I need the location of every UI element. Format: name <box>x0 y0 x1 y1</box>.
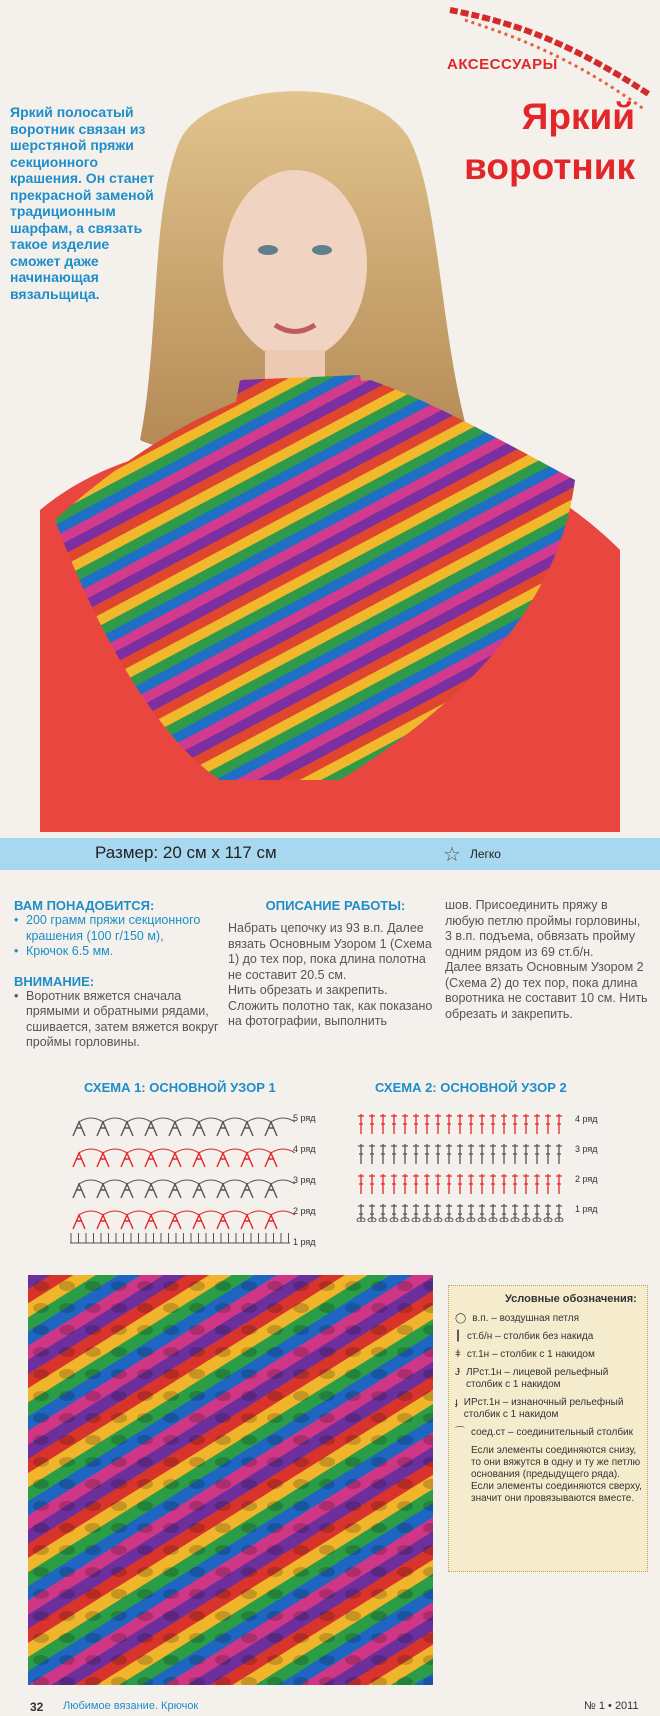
stitch-symbol <box>369 1114 375 1134</box>
stitch-symbol <box>402 1114 408 1134</box>
attention-heading: ВНИМАНИЕ: <box>14 973 95 989</box>
stitch-symbol <box>446 1204 452 1222</box>
stitch-symbol <box>391 1174 397 1194</box>
legend-item: Ɉ ЛРст.1н – лицевой рельефный столбик с 1 накидом <box>455 1367 609 1390</box>
stitch-symbol <box>512 1144 518 1164</box>
attention-list <box>14 989 224 1051</box>
materials-column <box>14 898 224 1051</box>
chain-arc <box>271 1180 295 1184</box>
legend-note: Если элементы соединяются снизу, то они вяжутся в одну и ту же петлю основания (предыдущего ряда). Если элементы соединяются сверху, значит они провязываются вместе. <box>471 1445 642 1504</box>
stitch-symbol <box>523 1174 529 1194</box>
stitch-symbol <box>501 1204 507 1222</box>
stitch-symbol <box>457 1204 463 1222</box>
stitch-symbol <box>545 1204 551 1222</box>
chain-arc <box>127 1180 151 1184</box>
stitch-symbol <box>193 1122 205 1136</box>
stitch-symbol <box>534 1114 540 1134</box>
stitch-symbol <box>556 1174 562 1194</box>
materials-list <box>14 913 224 960</box>
stitch-symbol <box>73 1215 85 1229</box>
description-p5: Далее вязать Основным Узором 2 (Схема 2) до тех пор, пока длина воротника не составит 10 см. Нить обрезать и закрепить. <box>445 960 648 1021</box>
scheme2-row-label: 4 ряд <box>575 1114 598 1124</box>
scheme1-row-label: 4 ряд <box>293 1144 316 1154</box>
chain-arc <box>223 1118 247 1122</box>
stitch-symbol <box>435 1204 441 1222</box>
chain-arc <box>223 1211 247 1215</box>
stitch-symbol <box>501 1144 507 1164</box>
stitch-symbol <box>217 1184 229 1198</box>
stitch-symbol <box>369 1174 375 1194</box>
chain-arc <box>175 1211 199 1215</box>
stitch-symbol <box>501 1174 507 1194</box>
stitch-symbol <box>121 1215 133 1229</box>
stitch-symbol <box>145 1184 157 1198</box>
stitch-symbol <box>73 1153 85 1167</box>
stitch-symbol <box>534 1204 540 1222</box>
title-line-1: Яркий <box>521 96 635 137</box>
scheme2-title: СХЕМА 2: ОСНОВНОЙ УЗОР 2 <box>375 1080 567 1095</box>
stitch-symbol <box>265 1184 277 1198</box>
stitch-symbol <box>380 1174 386 1194</box>
stitch-symbol <box>424 1204 430 1222</box>
chain-arc <box>103 1118 127 1122</box>
chain-arc <box>151 1211 175 1215</box>
chain-arc <box>223 1149 247 1153</box>
chain-arc <box>271 1118 295 1122</box>
stitch-symbol <box>391 1204 397 1222</box>
stitch-symbol <box>523 1144 529 1164</box>
scheme2-stitch-rows <box>357 1114 563 1222</box>
stitch-symbol <box>545 1144 551 1164</box>
stitch-symbol <box>391 1144 397 1164</box>
chain-arc <box>79 1149 103 1153</box>
stitch-symbol <box>479 1144 485 1164</box>
stitch-symbol <box>556 1144 562 1164</box>
stitch-symbol <box>468 1174 474 1194</box>
chain-arc <box>175 1149 199 1153</box>
description-p3: Сложить полотно так, как показано на фотографии, выполнить <box>228 998 433 1028</box>
stitch-symbol <box>193 1215 205 1229</box>
description-heading: ОПИСАНИЕ РАБОТЫ: <box>265 898 406 913</box>
chain-arc <box>127 1211 151 1215</box>
back-post-dc-icon: ɟ <box>455 1397 458 1408</box>
legend-item: ┃ ст.б/н – столбик без накида <box>455 1331 594 1342</box>
chain-arc <box>247 1149 271 1153</box>
chain-arc <box>175 1180 199 1184</box>
stitch-symbol <box>97 1153 109 1167</box>
stitch-symbol <box>358 1144 364 1164</box>
scheme1-chain-row <box>70 1233 290 1243</box>
legend-title: Условные обозначения: <box>505 1293 637 1305</box>
stitch-symbol <box>380 1114 386 1134</box>
stitch-symbol <box>217 1215 229 1229</box>
stitch-symbol <box>490 1204 496 1222</box>
stitch-symbol <box>169 1184 181 1198</box>
stitch-symbol <box>479 1114 485 1134</box>
difficulty-level: Легко <box>470 847 501 861</box>
list-item: • Крючок 6.5 мм. <box>14 944 224 960</box>
stitch-symbol <box>512 1114 518 1134</box>
issue-number: № 1 • 2011 <box>584 1700 639 1712</box>
stitch-symbol <box>265 1153 277 1167</box>
stitch-symbol <box>265 1215 277 1229</box>
double-crochet-icon: ǂ <box>455 1349 461 1360</box>
scheme2-row-label: 1 ряд <box>575 1204 598 1214</box>
stitch-symbol <box>512 1204 518 1222</box>
stitch-symbol <box>479 1204 485 1222</box>
stitch-symbol <box>457 1114 463 1134</box>
stitch-symbol <box>97 1184 109 1198</box>
stitch-symbol <box>435 1114 441 1134</box>
chain-arc <box>151 1180 175 1184</box>
chain-arc <box>79 1118 103 1122</box>
chain-arc <box>127 1149 151 1153</box>
intro-text: Яркий полосатый воротник связан из шерстяной пряжи секционного крашения. Он станет прекрасной заменой традиционным шарфам, а связать такое изделие сможет даже начинающая вязальщица. <box>10 104 155 302</box>
list-item: • 200 грамм пряжи секционного крашения (100 г/150 м), <box>14 913 224 944</box>
chain-arc <box>199 1180 223 1184</box>
stitch-symbol <box>424 1144 430 1164</box>
chain-arc <box>199 1118 223 1122</box>
legend-list <box>455 1313 645 1505</box>
stitch-symbol <box>73 1122 85 1136</box>
description-p2: Нить обрезать и закрепить. <box>228 983 388 997</box>
stitch-symbol <box>358 1174 364 1194</box>
stitch-symbol <box>402 1174 408 1194</box>
front-post-dc-icon: Ɉ <box>455 1367 460 1378</box>
stitch-symbol <box>413 1144 419 1164</box>
stitch-symbol <box>121 1153 133 1167</box>
scheme1-row-label: 5 ряд <box>293 1113 316 1123</box>
stitch-symbol <box>413 1114 419 1134</box>
scheme1-diagram <box>65 1108 330 1253</box>
materials-heading: ВАМ ПОНАДОБИТСЯ: <box>14 898 155 913</box>
stitch-symbol <box>265 1122 277 1136</box>
stitch-symbol <box>358 1114 364 1134</box>
chain-arc <box>79 1211 103 1215</box>
stitch-symbol <box>468 1204 474 1222</box>
chain-arc <box>79 1180 103 1184</box>
stitch-symbol <box>468 1144 474 1164</box>
stitch-symbol <box>545 1174 551 1194</box>
description-p4: шов. Присоединить пряжу в любую петлю проймы горловины, 3 в.п. подъема, обвязать пройму одним рядом из 69 ст.б/н. <box>445 898 641 959</box>
stitch-symbol <box>145 1215 157 1229</box>
chain-arc <box>247 1118 271 1122</box>
stitch-symbol <box>556 1204 562 1222</box>
stitch-symbol <box>380 1144 386 1164</box>
legend-item: ⌒ соед.ст – соединительный столбик <box>455 1427 634 1438</box>
legend-item: ǂ ст.1н – столбик с 1 накидом <box>455 1349 595 1360</box>
page-number: 32 <box>30 1700 44 1714</box>
stitch-symbol <box>241 1215 253 1229</box>
description-column <box>228 898 443 1030</box>
stitch-symbol <box>391 1114 397 1134</box>
swatch-photo <box>28 1275 433 1685</box>
legend-item: ◯ в.п. – воздушная петля <box>455 1313 580 1324</box>
magazine-title: Любимое вязание. Крючок <box>63 1700 199 1712</box>
stitch-symbol <box>145 1122 157 1136</box>
stitch-symbol <box>446 1114 452 1134</box>
stitch-symbol <box>193 1184 205 1198</box>
stitch-symbol <box>490 1144 496 1164</box>
scheme1-row-label: 2 ряд <box>293 1206 316 1216</box>
section-tag: АКСЕССУАРЫ <box>447 56 558 73</box>
stitch-symbol <box>413 1204 419 1222</box>
stitch-symbol <box>402 1144 408 1164</box>
stitch-symbol <box>490 1114 496 1134</box>
chain-arc <box>151 1149 175 1153</box>
stitch-symbol <box>446 1144 452 1164</box>
legend-item: ɟ ИРст.1н – изнаночный рельефный столбик с 1 накидом <box>455 1397 624 1420</box>
scheme1-title: СХЕМА 1: ОСНОВНОЙ УЗОР 1 <box>84 1080 276 1095</box>
stitch-symbol <box>413 1174 419 1194</box>
stitch-symbol <box>402 1204 408 1222</box>
chain-stitch-icon: ◯ <box>455 1313 467 1324</box>
stitch-symbol <box>121 1122 133 1136</box>
stitch-symbol <box>424 1174 430 1194</box>
stitch-symbol <box>97 1215 109 1229</box>
star-icon: ☆ <box>443 844 461 866</box>
stitch-symbol <box>490 1174 496 1194</box>
stitch-symbol <box>512 1174 518 1194</box>
stitch-symbol <box>241 1184 253 1198</box>
stitch-symbol <box>523 1204 529 1222</box>
stitch-symbol <box>73 1184 85 1198</box>
chain-arc <box>103 1149 127 1153</box>
stitch-symbol <box>457 1174 463 1194</box>
stitch-symbol <box>523 1114 529 1134</box>
stitch-symbol <box>358 1204 364 1222</box>
stitch-symbol <box>193 1153 205 1167</box>
slip-stitch-icon: ⌒ <box>455 1427 465 1438</box>
stitch-symbol <box>241 1153 253 1167</box>
scheme2-row-label: 3 ряд <box>575 1144 598 1154</box>
chain-arc <box>199 1149 223 1153</box>
stitch-symbol <box>217 1153 229 1167</box>
stitch-symbol <box>169 1215 181 1229</box>
stitch-symbol <box>241 1122 253 1136</box>
chain-arc <box>103 1180 127 1184</box>
chain-arc <box>271 1149 295 1153</box>
stitch-symbol <box>424 1114 430 1134</box>
chain-arc <box>127 1118 151 1122</box>
scheme1-row-label: 1 ряд <box>293 1237 316 1247</box>
size-text: Размер: 20 см х 117 см <box>95 843 277 862</box>
chain-arc <box>223 1180 247 1184</box>
scheme2-row-label: 2 ряд <box>575 1174 598 1184</box>
chain-arc <box>247 1180 271 1184</box>
stitch-symbol <box>217 1122 229 1136</box>
list-item: • Воротник вяжется сначала прямыми и обратными рядами, сшивается, затем вяжется вокруг проймы горловины. <box>14 989 224 1051</box>
stitch-symbol <box>534 1174 540 1194</box>
stitch-symbol <box>545 1114 551 1134</box>
stitch-symbol <box>457 1144 463 1164</box>
scheme2-diagram <box>355 1112 620 1222</box>
stitch-symbol <box>380 1204 386 1222</box>
description-column-2 <box>445 898 650 1022</box>
scheme1-row-label: 3 ряд <box>293 1175 316 1185</box>
chain-arc <box>271 1211 295 1215</box>
stitch-symbol <box>121 1184 133 1198</box>
stitch-symbol <box>369 1144 375 1164</box>
stitch-symbol <box>501 1114 507 1134</box>
stitch-symbol <box>169 1122 181 1136</box>
stitch-symbol <box>534 1144 540 1164</box>
description-p1: Набрать цепочку из 93 в.п. Далее вязать Основным Узором 1 (Схема 1) до тех пор, пока длина полотна не составит 20.5 см. <box>228 921 432 982</box>
stitch-symbol <box>468 1114 474 1134</box>
stitch-symbol <box>556 1114 562 1134</box>
stitch-symbol <box>435 1144 441 1164</box>
stitch-symbol <box>369 1204 375 1222</box>
stitch-symbol <box>97 1122 109 1136</box>
single-crochet-icon: ┃ <box>455 1331 462 1342</box>
chain-arc <box>175 1118 199 1122</box>
stitch-symbol <box>479 1174 485 1194</box>
stitch-symbol <box>446 1174 452 1194</box>
title-line-2: воротник <box>464 146 635 187</box>
scheme1-stitch-rows <box>73 1118 295 1229</box>
chain-arc <box>199 1211 223 1215</box>
stitch-symbol <box>435 1174 441 1194</box>
chain-arc <box>151 1118 175 1122</box>
chain-arc <box>247 1211 271 1215</box>
stitch-symbol <box>169 1153 181 1167</box>
stitch-symbol <box>145 1153 157 1167</box>
chain-arc <box>103 1211 127 1215</box>
